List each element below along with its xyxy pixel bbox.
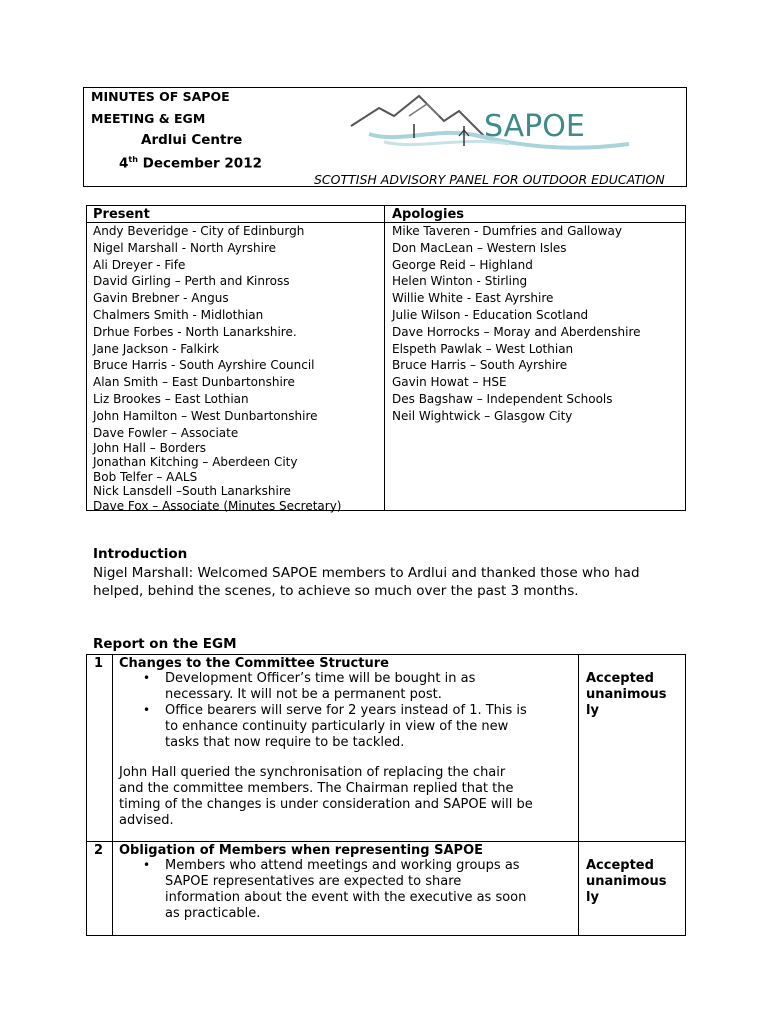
item-number: 2 bbox=[94, 843, 104, 858]
list-item: Jane Jackson - Falkirk bbox=[93, 341, 219, 356]
list-item: Chalmers Smith - Midlothian bbox=[93, 307, 264, 322]
title-line-2: MEETING & EGM bbox=[91, 111, 206, 126]
list-item: Bob Telfer – AALS bbox=[93, 469, 198, 484]
sapoe-mountain-logo-icon bbox=[339, 86, 639, 156]
list-item: Dave Fowler – Associate bbox=[93, 425, 239, 440]
egm-table bbox=[86, 654, 686, 936]
apologies-list bbox=[392, 223, 641, 425]
list-item: John Hall – Borders bbox=[93, 441, 207, 455]
attendance-table bbox=[86, 205, 686, 511]
egm-heading: Report on the EGM bbox=[93, 636, 237, 652]
list-item: Elspeth Pawlak – West Lothian bbox=[392, 341, 574, 356]
bullet-icon: • bbox=[143, 671, 151, 685]
list-item: Dave Fox – Associate (Minutes Secretary) bbox=[93, 498, 342, 513]
list-item: Don MacLean – Western Isles bbox=[392, 240, 567, 255]
list-item: Jonathan Kitching – Aberdeen City bbox=[93, 455, 298, 470]
present-heading: Present bbox=[93, 207, 150, 222]
bullet-text: Members who attend meetings and working groups as SAPOE representatives are expected to share information about the event with the executive as soon as practicable. bbox=[165, 858, 527, 921]
logo-wordmark: SAPOE bbox=[484, 109, 585, 144]
bullet-text: Development Officer’s time will be bought in as necessary. It will not be a permanent post. bbox=[165, 671, 476, 702]
list-item: Ali Dreyer - Fife bbox=[93, 257, 186, 272]
item-result: Accepted unanimous ly bbox=[586, 858, 667, 905]
title-line-1: MINUTES OF SAPOE bbox=[91, 89, 230, 104]
list-item: Dave Horrocks – Moray and Aberdenshire bbox=[392, 324, 641, 339]
list-item: Julie Wilson - Education Scotland bbox=[392, 307, 589, 322]
apologies-heading: Apologies bbox=[392, 207, 465, 222]
list-item: David Girling – Perth and Kinross bbox=[93, 274, 290, 289]
list-item: Mike Taveren - Dumfries and Galloway bbox=[392, 224, 623, 238]
present-list bbox=[93, 223, 318, 441]
header-box bbox=[83, 87, 687, 187]
list-item: George Reid – Highland bbox=[392, 257, 533, 272]
list-item: Drhue Forbes - North Lanarkshire. bbox=[93, 324, 297, 339]
item-number: 1 bbox=[94, 656, 104, 671]
list-item: Nigel Marshall - North Ayrshire bbox=[93, 240, 276, 255]
organisation-tagline: SCOTTISH ADVISORY PANEL FOR OUTDOOR EDUCATION bbox=[314, 172, 665, 187]
list-item: Neil Wightwick – Glasgow City bbox=[392, 408, 573, 423]
list-item: Willie White - East Ayrshire bbox=[392, 291, 554, 306]
list-item: Bruce Harris – South Ayrshire bbox=[392, 358, 568, 373]
list-item: Andy Beveridge - City of Edinburgh bbox=[93, 224, 305, 238]
list-item: Liz Brookes – East Lothian bbox=[93, 391, 249, 406]
venue: Ardlui Centre bbox=[141, 132, 243, 148]
list-item: Bruce Harris - South Ayrshire Council bbox=[93, 358, 315, 373]
item-title: Obligation of Members when representing SAPOE bbox=[119, 843, 484, 858]
bullet-icon: • bbox=[143, 703, 151, 717]
introduction-heading: Introduction bbox=[93, 546, 188, 562]
item-result: Accepted unanimous ly bbox=[586, 671, 667, 718]
list-item: Alan Smith – East Dunbartonshire bbox=[93, 375, 295, 390]
list-item: Gavin Howat – HSE bbox=[392, 375, 507, 390]
meeting-date: 4th December 2012 bbox=[119, 155, 262, 172]
list-item: Gavin Brebner - Angus bbox=[93, 291, 229, 306]
list-item: Helen Winton - Stirling bbox=[392, 274, 528, 289]
introduction-line-2: helped, behind the scenes, to achieve so much over the past 3 months. bbox=[93, 583, 579, 599]
item-note: John Hall queried the synchronisation of replacing the chair and the committee members. The Chairman replied that the timing of the changes is under consideration and SAPOE will be advised. bbox=[119, 765, 533, 828]
list-item: John Hamilton – West Dunbartonshire bbox=[93, 408, 318, 423]
list-item: Nick Lansdell –South Lanarkshire bbox=[93, 484, 291, 499]
bullet-icon: • bbox=[143, 858, 151, 872]
present-list-continued bbox=[93, 441, 341, 513]
list-item: Des Bagshaw – Independent Schools bbox=[392, 391, 613, 406]
introduction-line-1: Nigel Marshall: Welcomed SAPOE members to Ardlui and thanked those who had bbox=[93, 565, 640, 581]
item-title: Changes to the Committee Structure bbox=[119, 656, 389, 671]
bullet-text: Office bearers will serve for 2 years instead of 1. This is to enhance continuity particularly in view of the new tasks that now require to be tackled. bbox=[165, 703, 527, 750]
